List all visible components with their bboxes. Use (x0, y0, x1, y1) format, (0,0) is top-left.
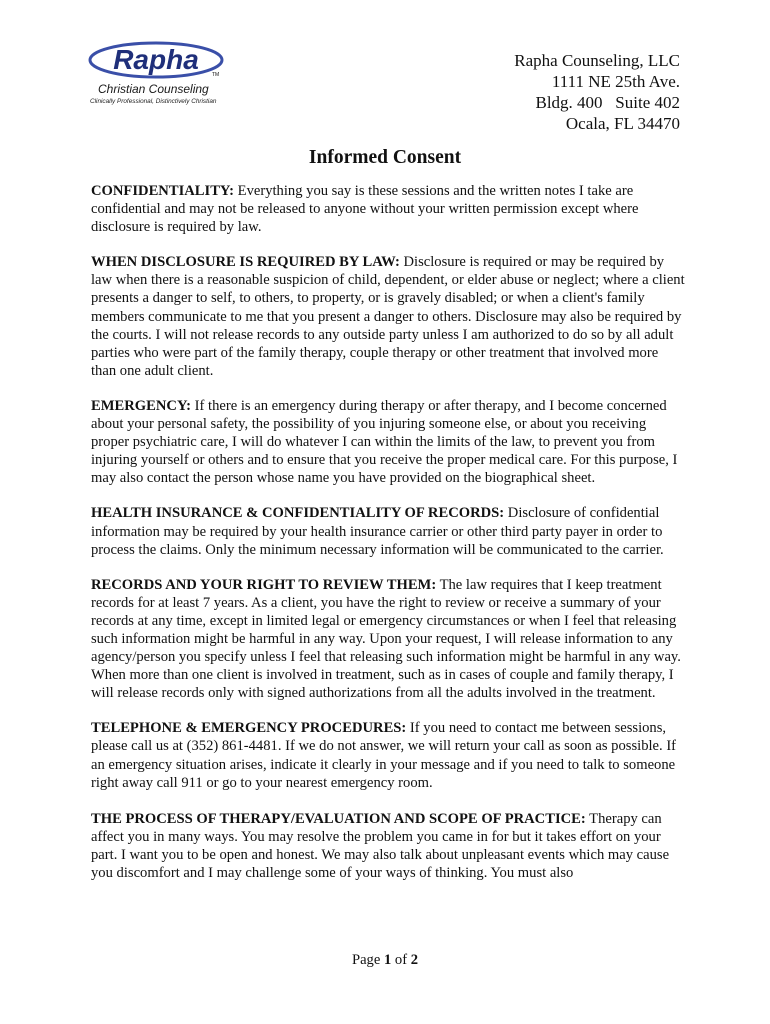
section-text: Everything you say is these sessions and the written notes I take are confidential and may not be released to anyone without your written permission except where disclosure is required by law. (91, 183, 639, 236)
section-records (91, 576, 685, 703)
section-heading: THE PROCESS OF THERAPY/EVALUATION AND SCOPE OF PRACTICE: (91, 810, 586, 827)
logo-swoosh-icon (88, 38, 228, 84)
section-disclosure (91, 253, 685, 380)
section-heading: HEALTH INSURANCE & CONFIDENTIALITY OF RECORDS: (91, 505, 505, 522)
page-current: 1 (383, 952, 392, 968)
logo-tagline: Christian Counseling (98, 82, 209, 96)
section-heading: EMERGENCY: (91, 397, 192, 414)
address-line-1: Rapha Counseling, LLC (514, 51, 680, 70)
page-total: 2 (410, 952, 419, 968)
section-heading: TELEPHONE & EMERGENCY PROCEDURES: (91, 720, 407, 737)
section-text: If you need to contact me between sessions, please call us at (352) 861-4481. If we do not answer, we will return your call as soon as possible. If an emergency situation arises, indicate it clearly in your message and if you need to talk to someone right away call 911 or go to your nearest emergency room. (91, 720, 677, 791)
section-health-insurance (91, 504, 685, 558)
practice-address (514, 50, 680, 134)
section-process-of-therapy (91, 810, 685, 882)
section-confidentiality (91, 182, 685, 236)
section-text: The law requires that I keep treatment records for at least 7 years. As a client, you have the right to review or receive a summary of your records at any time, except in limited legal or emergency circumstances or when I feel that releasing such information might be harmful in any way. Upon your request, I will release information to any agency/person you specify unless I feel that releasing such information might be harmful in any way. When more than one client is involved in treatment, such as in cases of couple and family therapy, I will release records only with signed authorizations from all the adults involved in the treatment. (91, 576, 681, 702)
address-line-3: Bldg. 400 Suite 402 (535, 93, 680, 112)
page-prefix: Page (351, 952, 384, 968)
logo-subtagline: Clinically Professional, Distinctively Christian (90, 98, 217, 105)
section-emergency (91, 397, 685, 487)
section-text: Disclosure is required or may be required by law when there is a reasonable suspicion of child, dependent, or elder abuse or neglect; where a client presents a danger to self, to others, to property, or is gravely disabled; or when a client's family members communicate to me that you present a danger to others. Disclosure may also be required by the courts. I will not release records to any outside party unless I am authorized to do so by all adult parties who were part of the family therapy, couple therapy or other treatment that involved more than one adult client. (91, 254, 685, 379)
address-line-4: Ocala, FL 34470 (565, 114, 680, 133)
section-telephone (91, 719, 685, 791)
section-text: Disclosure of confidential information may be required by your health insurance carrier or other third party payer in order to process the claims. Only the minimum necessary information will be communicated to the carrier. (91, 505, 664, 558)
rapha-logo (88, 38, 228, 110)
logo-wordmark: Rapha (113, 44, 199, 75)
page-middle: of (391, 952, 411, 968)
section-text: If there is an emergency during therapy or after therapy, and I become concerned about your personal safety, the possibility of you injuring someone else, or about you receiving proper psychiatric care, I will do whatever I can within the limits of the law, to prevent you from injuring yourself or others and to ensure that you receive the proper medical care. For this purpose, I may also contact the person whose name you have provided on the biographical sheet. (91, 397, 678, 487)
section-text: Therapy can affect you in many ways. You may resolve the problem you came in for but it takes effort on your part. I want you to be open and honest. We may also talk about unpleasant events which may cause you discomfort and I may challenge some of your ways of thinking. You must also (91, 810, 670, 881)
page-number (0, 952, 770, 969)
document-title: Informed Consent (308, 147, 462, 168)
section-heading: CONFIDENTIALITY: (91, 183, 234, 199)
section-heading: RECORDS AND YOUR RIGHT TO REVIEW THEM: (91, 576, 437, 593)
section-heading: WHEN DISCLOSURE IS REQUIRED BY LAW: (91, 254, 400, 271)
document-body (91, 182, 685, 899)
logo-tm: TM (212, 72, 220, 78)
address-line-2: 1111 NE 25th Ave. (551, 72, 680, 91)
